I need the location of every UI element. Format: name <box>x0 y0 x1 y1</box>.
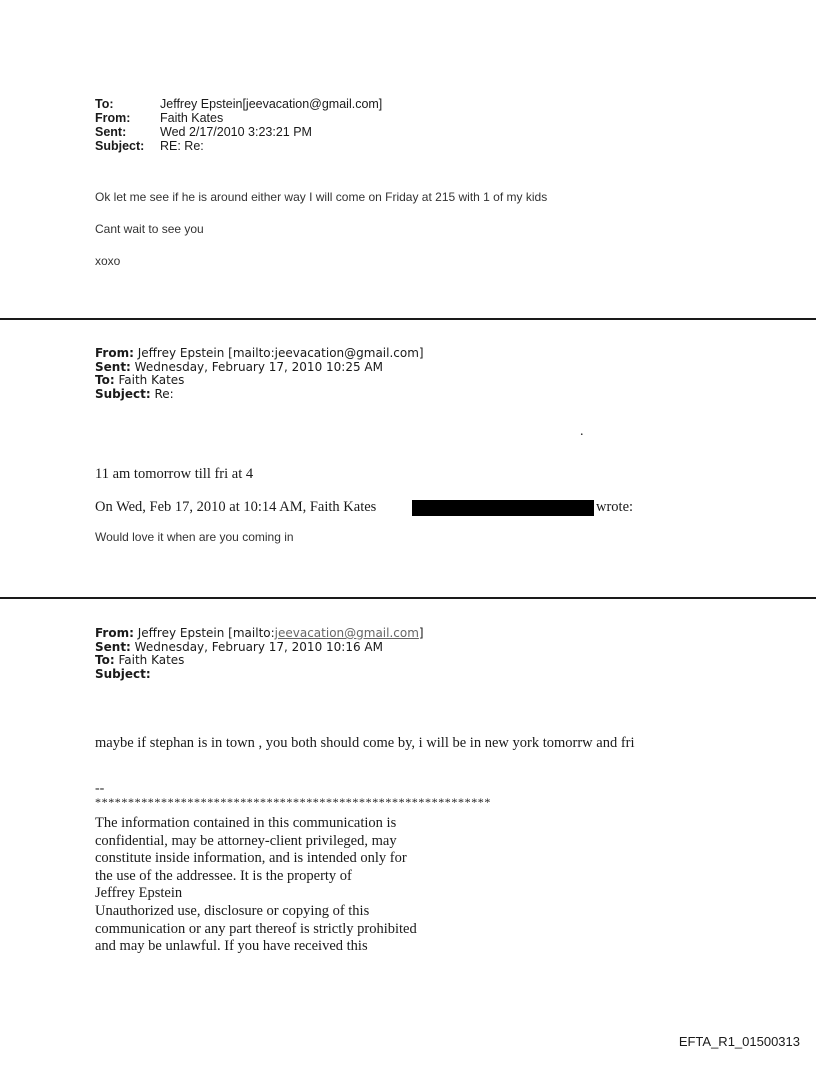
from-value: Faith Kates <box>160 111 224 125</box>
disclaimer <box>95 815 417 956</box>
subject-label: Subject: <box>95 139 145 153</box>
email1-header <box>95 97 382 153</box>
from-prefix: Jeffrey Epstein [mailto: <box>133 626 275 640</box>
from-label: From: <box>95 346 134 360</box>
email1-sent-row <box>95 125 382 139</box>
to-value: Jeffrey Epstein[jeevacation@gmail.com] <box>160 97 383 111</box>
sent-label: Sent: <box>95 639 131 654</box>
to-value: Faith Kates <box>114 373 185 387</box>
from-value: Jeffrey Epstein [mailto:jeevacation@gmail.com] <box>133 346 424 360</box>
subject-label: Subject: <box>95 666 151 681</box>
email3-to-row <box>95 654 424 668</box>
disclaimer-line: The information contained in this communication is <box>95 815 397 831</box>
email1-to-row <box>95 97 382 111</box>
email3-header <box>95 627 424 681</box>
sent-label: Sent: <box>95 125 127 139</box>
sent-value: Wed 2/17/2010 3:23:21 PM <box>160 125 312 139</box>
subject-value: Re: <box>150 386 174 401</box>
document-id: EFTA_R1_01500313 <box>678 1034 800 1049</box>
divider <box>0 318 816 320</box>
email2-quote-suffix: wrote: <box>596 499 634 515</box>
from-suffix: ] <box>418 626 424 640</box>
email2-quote-prefix: On Wed, Feb 17, 2010 at 10:14 AM, Faith Kates <box>95 499 377 515</box>
stray-dot: . <box>580 424 584 439</box>
email2-quoted-text: Would love it when are you coming in <box>95 530 294 544</box>
signature-stars: ************************************************************ <box>95 795 491 809</box>
subject-value: RE: Re: <box>160 139 204 153</box>
email-link[interactable]: jeevacation@gmail.com <box>274 626 419 640</box>
email1-body-line: Ok let me see if he is around either way I will come on Friday at 215 with 1 of my kids <box>95 190 548 204</box>
email2-header <box>95 347 424 401</box>
email2-subject-row <box>95 388 424 402</box>
from-label: From: <box>95 626 134 640</box>
subject-label: Subject: <box>95 386 151 401</box>
email2-sent-row <box>95 361 424 375</box>
to-label: To: <box>95 653 115 667</box>
disclaimer-line: communication or any part thereof is strictly prohibited <box>95 920 417 937</box>
email3-body: maybe if stephan is in town , you both should come by, i will be in new york tomorrw and fri <box>95 735 635 751</box>
email2-to-row <box>95 374 424 388</box>
disclaimer-line: Jeffrey Epstein <box>95 885 183 902</box>
email3-subject-row <box>95 668 424 682</box>
from-label: From: <box>95 111 131 125</box>
sent-value: Wednesday, February 17, 2010 10:16 AM <box>130 639 383 654</box>
email3-sent-row <box>95 641 424 655</box>
email1-subject-row <box>95 139 382 153</box>
email2-from-row <box>95 347 424 361</box>
to-label: To: <box>95 97 114 111</box>
disclaimer-line: Unauthorized use, disclosure or copying of this <box>95 902 370 919</box>
divider <box>0 597 816 599</box>
email3-from-row <box>95 627 424 641</box>
redaction-bar <box>412 500 594 516</box>
disclaimer-line: and may be unlawful. If you have received this <box>95 938 368 955</box>
email1-body-line: xoxo <box>95 254 121 268</box>
to-label: To: <box>95 373 115 387</box>
sent-label: Sent: <box>95 359 131 374</box>
email1-body-line: Cant wait to see you <box>95 222 204 236</box>
sent-value: Wednesday, February 17, 2010 10:25 AM <box>130 359 383 374</box>
email1-from-row <box>95 111 382 125</box>
to-value: Faith Kates <box>114 653 185 667</box>
signature-dash: -- <box>95 781 105 796</box>
disclaimer-line: the use of the addressee. It is the property of <box>95 867 352 884</box>
disclaimer-line: constitute inside information, and is intended only for <box>95 850 407 867</box>
email2-body: 11 am tomorrow till fri at 4 <box>95 466 254 482</box>
disclaimer-line: confidential, may be attorney-client privileged, may <box>95 832 397 849</box>
